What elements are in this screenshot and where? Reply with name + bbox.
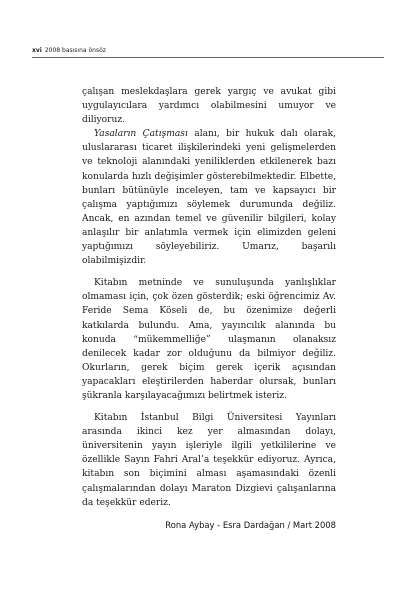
paragraph-2-text: alanı, bir hukuk dalı olarak, uluslararası ticaret ilişkilerindeki yeni gelişmelerden ve teknoloji alanındaki yeniliklerden etkilenerek bazı konularda hızlı değişimler gösterebilmektedir. Elbette, bunları bütünüyle inceleyen, tam ve kapsayıcı bir çalışma yaptığımızı söylemek durumunda değiliz. Ancak, en azından temel ve güvenilir bilgileri, kolay anlaşılır bir anlatımla vermek için elimizden geleni yaptığımızı söyleyebiliriz. Umarız, başarılı olabilmişizdir.: [82, 129, 336, 267]
book-title: Yasaların Çatışması: [94, 129, 188, 140]
paragraph-2: [82, 127, 336, 268]
signature: Rona Aybay - Esra Dardağan / Mart 2008: [165, 519, 336, 530]
paragraph-4: Kitabın İstanbul Bilgi Üniversitesi Yayınları arasında ikinci kez yer almasından dolayı, üniversitenin yayın işleriyle ilgili yetkililerine ve özellikle Sayın Fahri Aral’a teşekkür ediyoruz. Ayrıca, kitabın son biçimini alması aşamasındaki özenli çalışmalarından dolayı Maraton Dizgievi çalışanlarına da teşekkür ederiz.: [82, 413, 336, 508]
header-rule: [32, 57, 384, 58]
body-text: [82, 85, 336, 531]
running-header: [32, 47, 384, 55]
paragraph-3: Kitabın metninde ve sunuluşunda yanlışlıklar olmaması için, çok özen gösterdik; eski öğrencimiz Av. Feride Sema Köseli de, bu özenimize değerli katkılarda bulundu. Ama, yayıncılık alanında bu konuda “mükemmelliğe” ulaşmanın olanaksız denilecek kadar zor olduğunu da bilmiyor değiliz. Okurların, gerek biçim gerek içerik açısından yapacakları eleştirilerden haberdar olursak, bunları şükranla karşılayacağımızı belirtmek isteriz.: [82, 278, 336, 401]
running-title: 2008 basısına önsöz: [44, 47, 106, 54]
page-number: xvi: [32, 47, 42, 54]
paragraph-1: çalışan meslekdaşlara gerek yargıç ve avukat gibi uygulayıcılara yardımcı olabilmesini umuyor ve diliyoruz.: [82, 87, 336, 126]
